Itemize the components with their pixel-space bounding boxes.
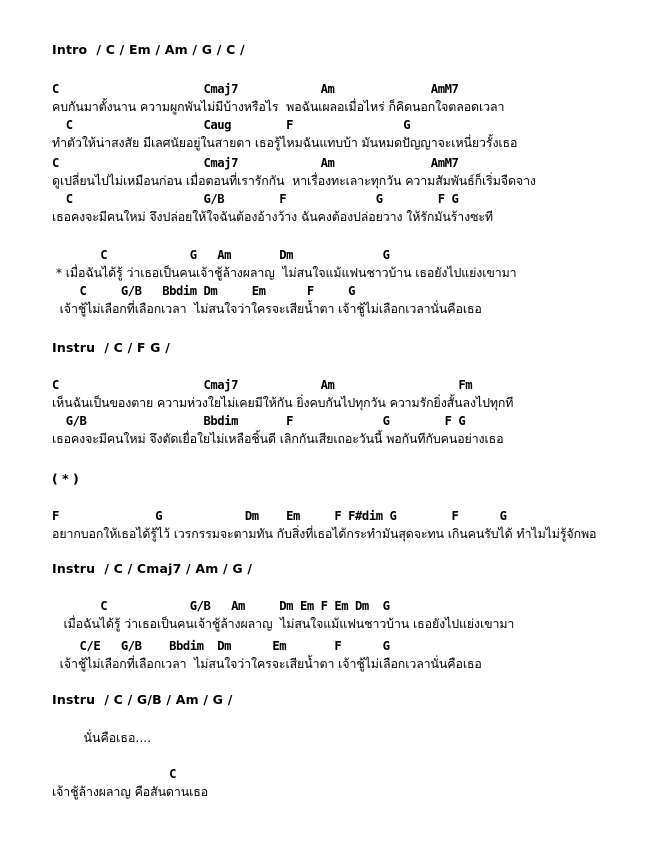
chord-line: C/E G/B Bbdim Dm Em F G [52, 639, 390, 653]
chord-line: C Cmaj7 Am AmM7 [52, 156, 459, 170]
section-header-line: Intro / C / Em / Am / G / C / [52, 42, 245, 57]
lyric-line: อยากบอกให้เธอได้รู้ไว้ เวรกรรมจะตามทัน กับสิ่งที่เธอได้กระทำมันสุดจะทน เกินคนรับได้ ทำไมไม่รู้จักพอ [52, 526, 597, 541]
chord-line: C G/B Bbdim Dm Em F G [52, 284, 356, 298]
lyric-line: เจ้าชู้ไม่เลือกที่เลือกเวลา ไม่สนใจว่าใครจะเสียน้ำตา เจ้าชู้ไม่เลือกเวลานั่นคือเธอ [52, 656, 482, 671]
chord-line: C Cmaj7 Am Fm [52, 378, 473, 392]
section-header-line: Instru / C / G/B / Am / G / [52, 692, 233, 707]
lyric-line: เห็นฉันเป็นของตาย ความห่วงใยไม่เคยมีให้กัน ยิ่งคบกันไปทุกวัน ความรักยิ่งสั้นลงไปทุกที [52, 395, 514, 410]
chord-line: C Cmaj7 Am AmM7 [52, 82, 459, 96]
lyric-line: * เมื่อฉันได้รู้ ว่าเธอเป็นคนเจ้าชู้ล้างผลาญ ไม่สนใจแม้แฟนชาวบ้าน เธอยังไปแย่งเขามา [52, 265, 517, 280]
lyric-line: ทำตัวให้น่าสงสัย มีเลศนัยอยู่ในสายตา เธอรู้ไหมฉันแทบบ้า มันหมดปัญญาจะเหนี่ยวรั้งเธอ [52, 135, 518, 150]
chord-line: C G Am Dm G [52, 248, 390, 262]
chord-line: C [52, 767, 176, 781]
chord-line: F G Dm Em F F#dim G F G [52, 509, 507, 523]
lyric-line: คบกันมาตั้งนาน ความผูกพันไม่มีบ้างหรือไร พอฉันเผลอเมื่อไหร่ ก็คิดนอกใจตลอดเวลา [52, 99, 505, 114]
chord-line: G/B Bbdim F G F G [52, 414, 466, 428]
chord-line: C G/B F G F G [52, 192, 459, 206]
plain-text-line: นั่นคือเธอ.... [52, 730, 152, 745]
lyric-line: เจ้าชู้ล้างผลาญ คือสันดานเธอ [52, 784, 209, 799]
lyric-line: เมื่อฉันได้รู้ ว่าเธอเป็นคนเจ้าชู้ล้างผลาญ ไม่สนใจแม้แฟนชาวบ้าน เธอยังไปแย่งเขามา [52, 616, 515, 631]
section-header-line: Instru / C / F G / [52, 340, 170, 355]
repeat-marker-line: ( * ) [52, 471, 79, 486]
lyric-line: เธอคงจะมีคนใหม่ จึงปล่อยให้ใจฉันต้องอ้างว้าง ฉันคงต้องปล่อยวาง ให้รักมันร้างซะที [52, 209, 494, 224]
section-header-line: Instru / C / Cmaj7 / Am / G / [52, 561, 253, 576]
chord-line: C Caug F G [52, 118, 411, 132]
chord-line: C G/B Am Dm Em F Em Dm G [52, 599, 390, 613]
lyric-line: เจ้าชู้ไม่เลือกที่เลือกเวลา ไม่สนใจว่าใครจะเสียน้ำตา เจ้าชู้ไม่เลือกเวลานั่นคือเธอ [52, 301, 482, 316]
lyric-line: ดูเปลี่ยนไปไม่เหมือนก่อน เมื่อตอนที่เรารักกัน หาเรื่องทะเลาะทุกวัน ความสัมพันธ์ก็เริ่มจืดจาง [52, 173, 536, 188]
lyric-line: เธอคงจะมีคนใหม่ จึงตัดเยื่อใยไม่เหลือชิ้นดี เลิกกันเสียเถอะวันนี้ พอกันทีกับคนอย่างเธอ [52, 431, 504, 446]
